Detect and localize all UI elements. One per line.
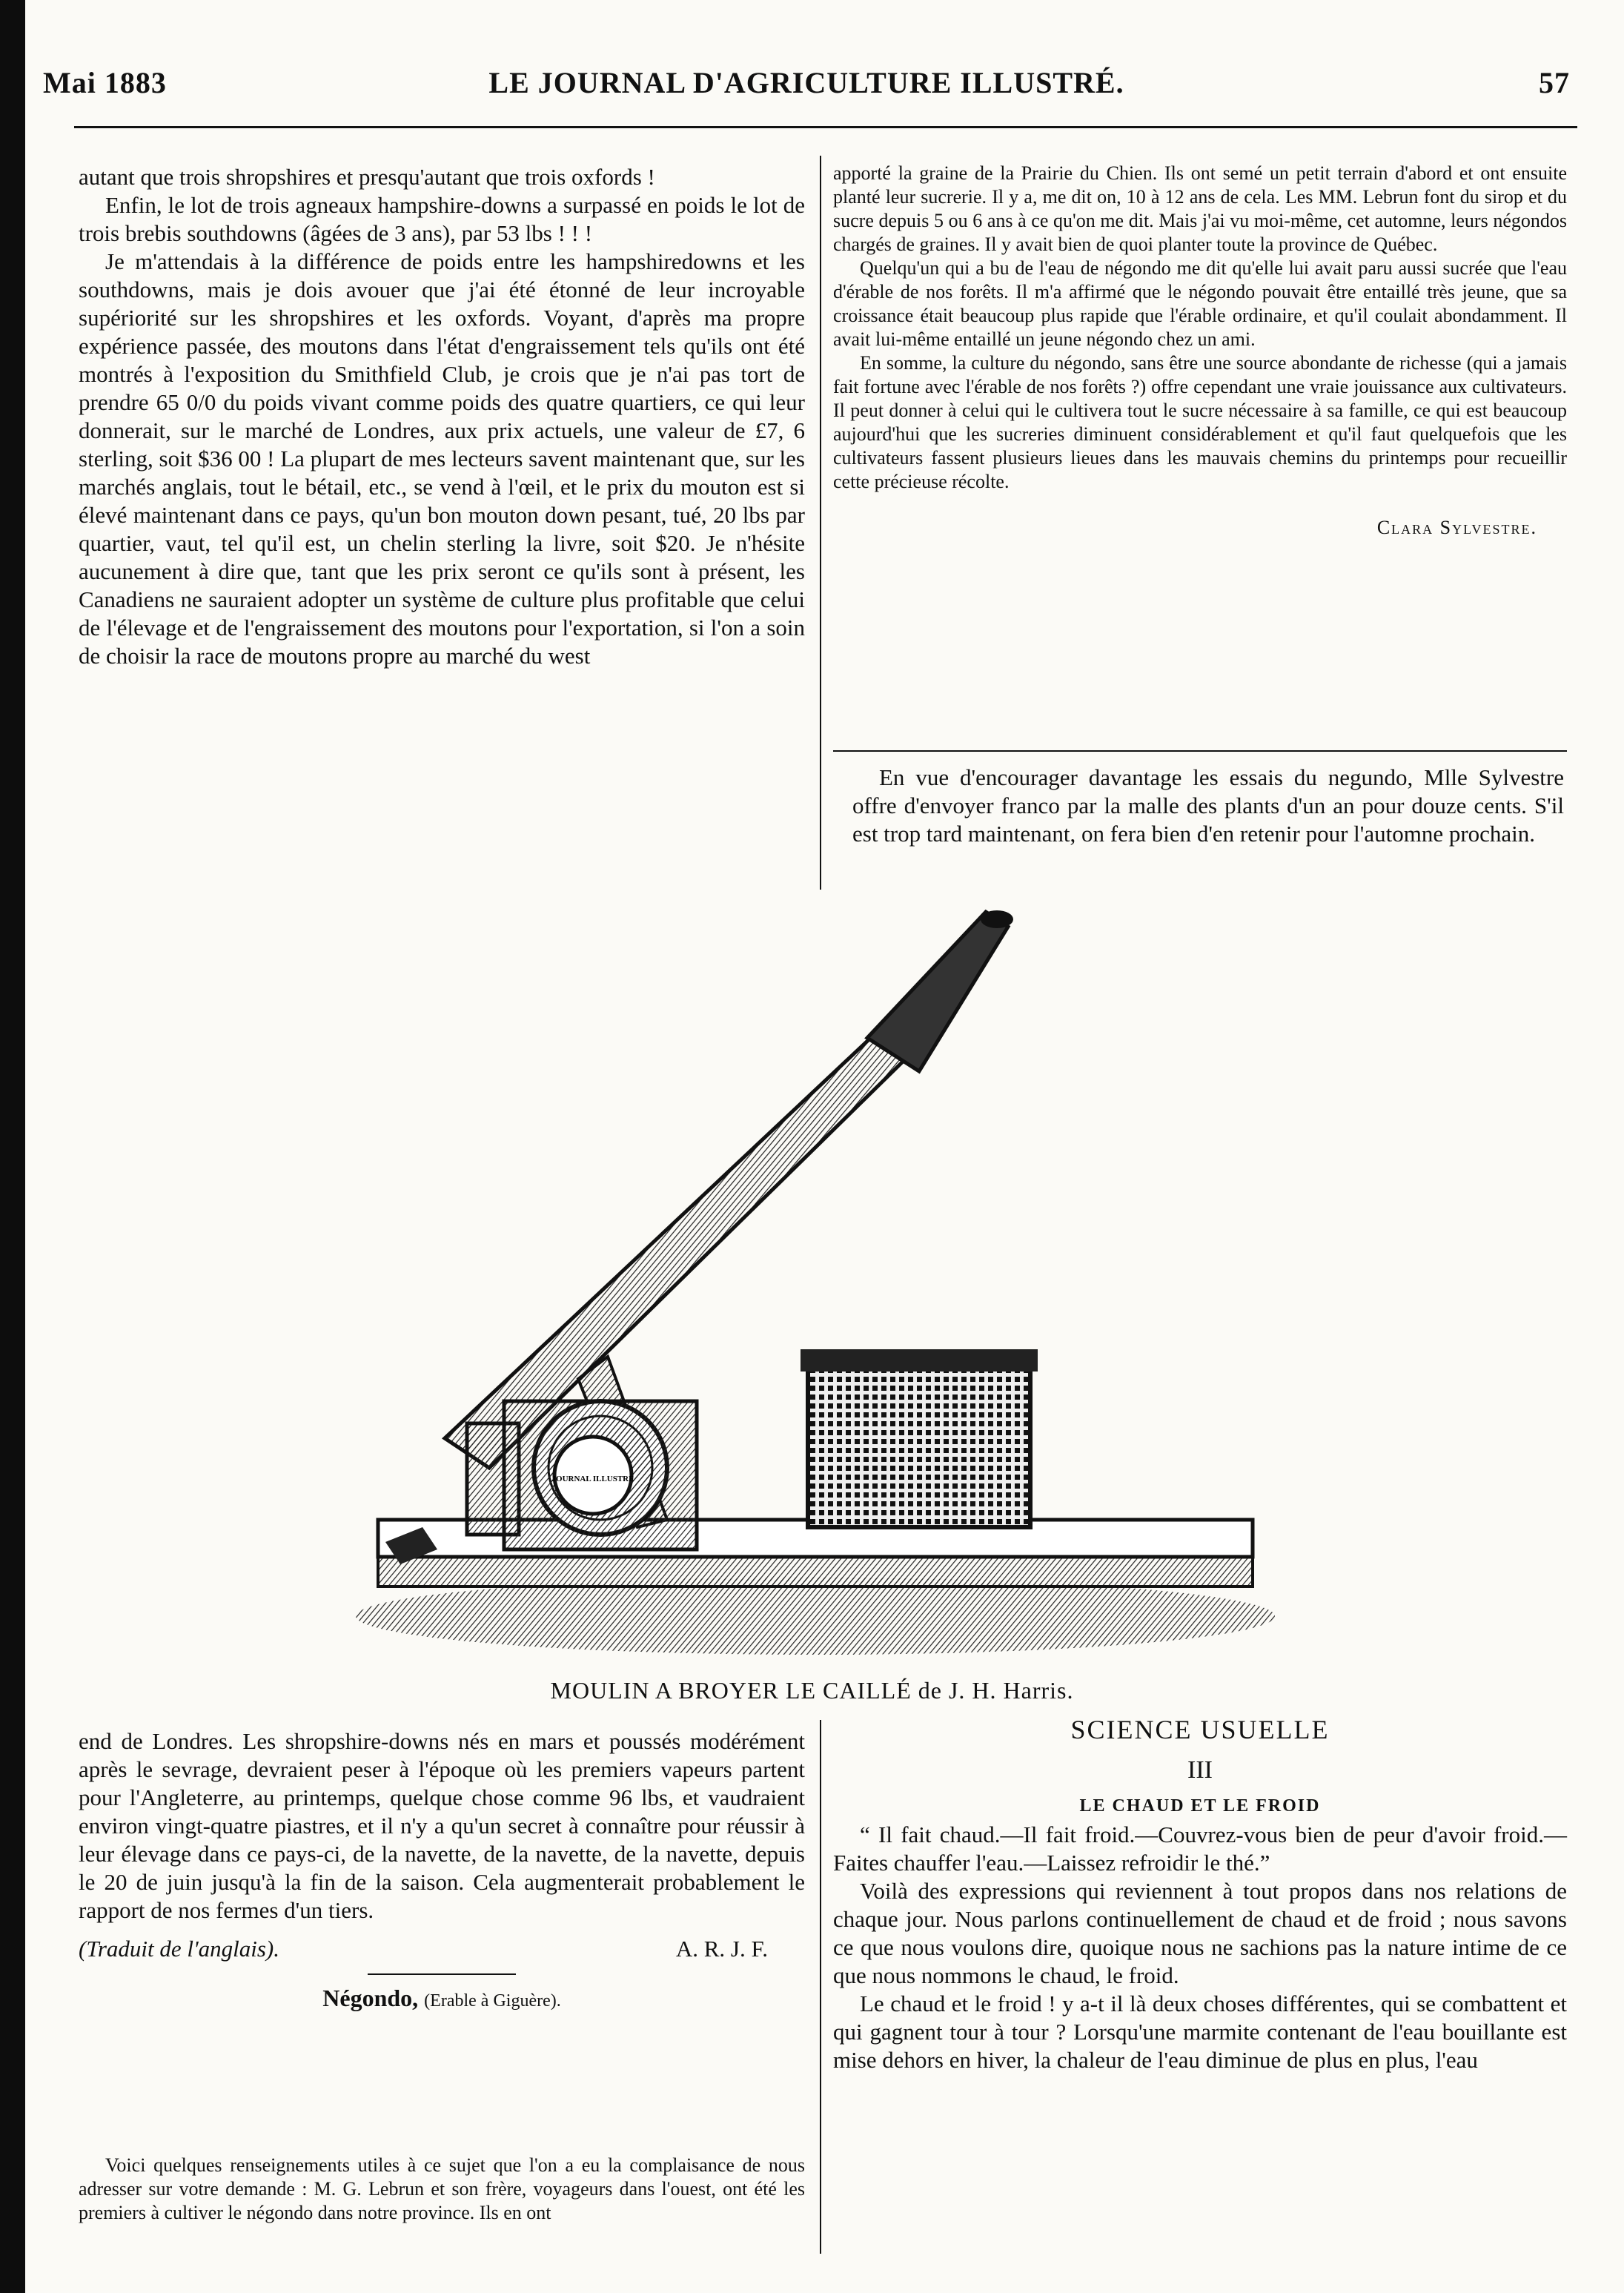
top-left-column bbox=[79, 163, 805, 670]
paragraph: Le chaud et le froid ! y a-t il là deux choses différentes, qui se combattent et qui gagnent tour à tour ? Lorsqu'une marmite contenant de l'eau bouillante est mise dehors en hiver, la chaleur de l'eau diminue de plus en plus, l'eau bbox=[833, 1991, 1567, 2073]
short-rule bbox=[368, 1973, 516, 1975]
bottom-left-column bbox=[79, 1727, 805, 2016]
short-rule bbox=[833, 750, 1567, 752]
negondo-article bbox=[79, 2154, 805, 2225]
paragraph: Je m'attendais à la différence de poids entre les hampshiredowns et les southdowns, mais je dois avouer que j'ai été étonné de leur incroyable supériorité sur les shropshires et les oxfords. Voyant, d'après ma propre expérience passée, des moutons dans l'état d'engraissement tels qu'ils ont été montrés à l'exposition du Smithfield Club, je crois que je n'ai pas tort de prendre 65 0/0 du poids vivant comme poids des quatre quartiers, ce qui leur donnerait, sur le marché de Londres, aux prix actuels, une valeur de £7, 6 sterling, soit $36 00 ! La plupart de mes lecteurs savent maintenant que, sur les marchés anglais, tout le bétail, etc., se vend à l'œil, et le prix du mouton est si élevé maintenant dans ce pays, qu'un bon mouton down pesant, tué, 20 lbs par quartier, vaut, tel qu'il est, un chelin sterling la livre, soit $20. Je n'hésite aucunement à dire que, tant que les prix seront ce qu'ils sont à présent, les Canadiens ne sauraient adopter un système de culture plus profitable que celui de l'élevage et de l'engraissement des moutons pour l'exportation, si l'on a soin de choisir la race de moutons propre au marché du west bbox=[79, 248, 805, 669]
section-number: III bbox=[1187, 1756, 1213, 1784]
header-title: LE JOURNAL D'AGRICULTURE ILLUSTRÉ. bbox=[488, 66, 1124, 99]
signature: Clara Sylvestre. bbox=[1376, 517, 1537, 538]
bottom-right-column bbox=[833, 1713, 1567, 2074]
curd-mill-engraving bbox=[356, 904, 1275, 1661]
page-header bbox=[43, 65, 1570, 117]
figure-caption: MOULIN A BROYER LE CAILLÉ de J. H. Harris. bbox=[550, 1677, 1074, 1704]
header-rule bbox=[74, 126, 1577, 128]
column-divider bbox=[820, 156, 821, 890]
quote: “ Il fait chaud.—Il fait froid.—Couvrez-vous bien de peur d'avoir froid.—Faites chauffer l'eau.—Laissez refroidir le thé.” bbox=[833, 1822, 1567, 1876]
medallion-text: JOURNAL ILLUSTRÉ bbox=[551, 1475, 634, 1483]
top-right-column bbox=[833, 162, 1567, 540]
paragraph: En somme, la culture du négondo, sans être une source abondante de richesse (qui a jamais fait fortune avec l'érable de nos forêts ?) offre cependant une vraie jouissance aux cultivateurs. Il peut donner à celui qui le cultivera tout le sucre nécessaire à sa famille, ce qui est beaucoup aujourd'hui que les sucreries diminuent considérablement et qu'il faut quelquefois que les cultivateurs fassent plusieurs lieues dans les mauvais chemins du printemps pour recueillir cette précieuse récolte. bbox=[833, 352, 1567, 492]
paragraph: Enfin, le lot de trois agneaux hampshire-downs a surpassé en poids le lot de trois brebis southdowns (âgées de 3 ans), par 53 lbs ! ! ! bbox=[79, 192, 805, 246]
author-initials: A. R. J. F. bbox=[675, 1936, 768, 1962]
paragraph: apporté la graine de la Prairie du Chien. Ils ont semé un petit terrain d'abord et ont ensuite planté leur sucrerie. Il y a, me dit on, 10 à 12 ans de cela. Les MM. Lebrun font du sirop et du sucre depuis 5 ou 6 ans à ce qu'on me dit. Mais j'ai vu moi-même, cet automne, leurs négondos chargés de graines. Il y avait bien de quoi planter toute la province de Québec. bbox=[833, 162, 1567, 255]
paragraph: Voilà des expressions qui reviennent à tout propos dans nos relations de chaque jour. Nous parlons continuellement de chaud et de froid ; nous savons ce que nous voulons dire, quoique nous ne sachions pas la nature intime de ce que nous nommons le chaud, le froid. bbox=[833, 1878, 1567, 1988]
negondo-title: Négondo, bbox=[322, 1985, 419, 2011]
column-divider bbox=[820, 1720, 821, 2254]
translation-credit bbox=[79, 1935, 805, 1963]
grated-hopper bbox=[808, 1357, 1030, 1527]
paragraph: end de Londres. Les shropshire-downs nés en mars et poussés modérément après le sevrage, devraient peser à l'époque où les premiers vapeurs partent pour l'Angleterre, au printemps, quelque chose comme 96 lbs, et vaudraient environ vingt-quatre piastres, et il n'y a qu'un secret à connaître pour réussir à leur élevage dans ce pays-ci, de la navette, de la navette, de la navette, depuis le 20 de juin jusqu'à la fin de la saison. Cela augmenterait probablement le rapport de nos fermes d'un tiers. bbox=[79, 1728, 805, 1923]
scan-edge bbox=[0, 0, 25, 2293]
ground-shadow bbox=[356, 1578, 1275, 1655]
section-subtitle: LE CHAUD ET LE FROID bbox=[1079, 1796, 1321, 1816]
paragraph: En vue d'encourager davantage les essais du negundo, Mlle Sylvestre offre d'envoyer franco par la malle des plants d'un an pour douze cents. S'il est trop tard maintenant, on fera bien d'en retenir pour l'automne prochain. bbox=[852, 764, 1564, 847]
paragraph: autant que trois shropshires et presqu'autant que trois oxfords ! bbox=[79, 164, 655, 190]
header-page-number: 57 bbox=[1539, 66, 1570, 99]
negondo-subtitle: (Erable à Giguère). bbox=[424, 1991, 561, 2011]
section-title: SCIENCE USUELLE bbox=[1070, 1715, 1330, 1744]
translated-note: (Traduit de l'anglais). bbox=[79, 1936, 280, 1962]
paragraph: Quelqu'un qui a bu de l'eau de négondo me dit qu'elle lui avait paru aussi sucrée que l'eau d'érable de nos forêts. Il m'a affirmé que le négondo pouvait être entaillé très jeune, que sa croissance était beaucoup plus rapide que l'érable ordinaire, et qu'il coulait abondamment. Il avait lui-même entaillé un jeune négondo chez un ami. bbox=[833, 257, 1567, 350]
top-right-note bbox=[852, 764, 1564, 848]
header-date: Mai 1883 bbox=[43, 66, 167, 99]
paragraph: Voici quelques renseignements utiles à ce sujet que l'on a eu la complaisance de nous adresser sur votre demande : M. G. Lebrun et son frère, voyageurs dans l'ouest, ont été les premiers à cultiver le négondo dans notre province. Ils en ont bbox=[79, 2154, 805, 2223]
negondo-heading bbox=[79, 1982, 805, 2016]
